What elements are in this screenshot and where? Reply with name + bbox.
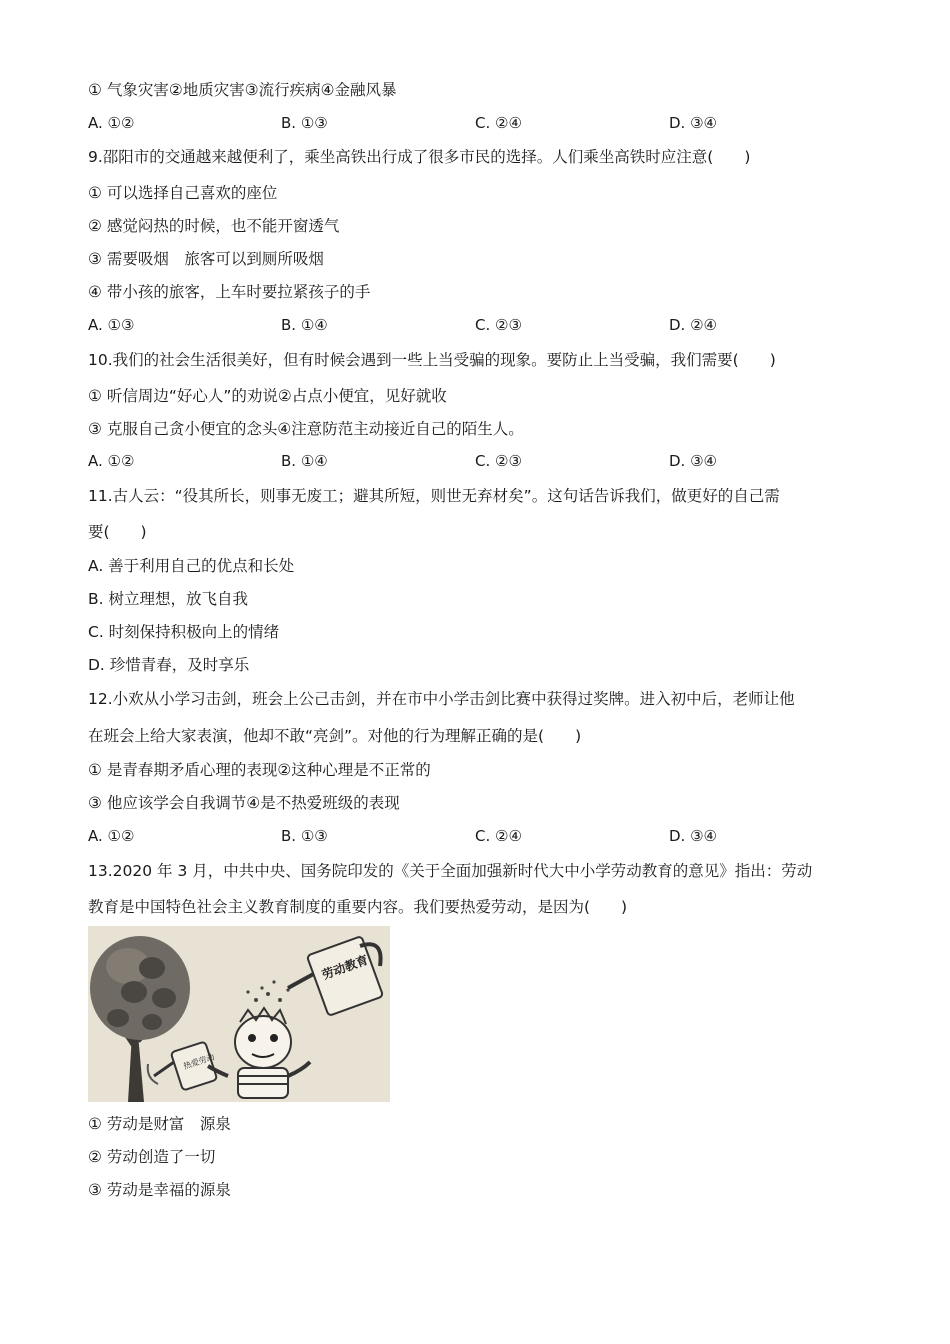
option-a: A. ①②: [88, 452, 135, 470]
q9-item-4: ④ 带小孩的旅客，上车时要拉紧孩子的手: [88, 283, 371, 301]
q9-item-3: ③ 需要吸烟 旅客可以到厕所吸烟: [88, 250, 324, 268]
question-12-stem-line2: 在班会上给大家表演，他却不敢“亮剑”。对他的行为理解正确的是( ): [88, 727, 582, 745]
option-b: B. ①③: [281, 827, 328, 845]
option-d: D. ③④: [669, 452, 717, 470]
question-13-stem-line2: 教育是中国特色社会主义教育制度的重要内容。我们要热爱劳动，是因为( ): [88, 898, 628, 916]
item-line: ① 气象灾害②地质灾害③流行疾病④金融风暴: [88, 81, 397, 99]
q9-item-1: ① 可以选择自己喜欢的座位: [88, 184, 278, 202]
q10-options: [88, 452, 868, 472]
option-b: B. ①④: [281, 452, 328, 470]
question-9-stem: 9.邵阳市的交通越来越便利了，乘坐高铁出行成了很多市民的选择。人们乘坐高铁时应注意( ): [88, 148, 751, 166]
option-c: C. ②④: [475, 114, 522, 132]
option-c: C. ②④: [475, 827, 522, 845]
q13-item-1: ① 劳动是财富 源泉: [88, 1115, 231, 1133]
big-can-label: 劳动教育: [320, 952, 371, 983]
q12-item-2: ③ 他应该学会自我调节④是不热爱班级的表现: [88, 794, 400, 812]
question-11-stem-line2: 要( ): [88, 523, 147, 541]
option-a: A. ①②: [88, 827, 135, 845]
q11-choice-c: C. 时刻保持积极向上的情绪: [88, 623, 280, 641]
option-d: D. ③④: [669, 827, 717, 845]
option-b: B. ①③: [281, 114, 328, 132]
option-a: A. ①②: [88, 114, 135, 132]
q11-choice-d: D. 珍惜青春，及时享乐: [88, 656, 250, 674]
labor-education-cartoon: [88, 926, 390, 1102]
q9-options: [88, 316, 868, 336]
answer-options: [88, 114, 868, 134]
question-11-stem-line1: 11.古人云：“役其所长，则事无废工；避其所短，则世无弃材矣”。这句话告诉我们，做更好的自己需: [88, 487, 780, 505]
q9-item-2: ② 感觉闷热的时候，也不能开窗透气: [88, 217, 340, 235]
q12-options: [88, 827, 868, 847]
question-12-stem-line1: 12.小欢从小学习击剑，班会上公己击剑，并在市中小学击剑比赛中获得过奖牌。进入初中后，老师让他: [88, 690, 795, 708]
q10-item-1: ① 听信周边“好心人”的劝说②占点小便宜，见好就收: [88, 387, 447, 405]
q11-choice-b: B. 树立理想，放飞自我: [88, 590, 248, 608]
question-13-stem-line1: 13.2020 年 3 月，中共中央、国务院印发的《关于全面加强新时代大中小学劳动教育的意见》指出：劳动: [88, 862, 813, 880]
question-10-stem: 10.我们的社会生活很美好，但有时候会遇到一些上当受骗的现象。要防止上当受骗，我们需要( ): [88, 351, 776, 369]
small-can-label: 热爱劳动: [182, 1052, 216, 1071]
q10-item-2: ③ 克服自己贪小便宜的念头④注意防范主动接近自己的陌生人。: [88, 420, 524, 438]
q13-item-3: ③ 劳动是幸福的源泉: [88, 1181, 231, 1199]
option-c: C. ②③: [475, 316, 522, 334]
q11-choice-a: A. 善于利用自己的优点和长处: [88, 557, 295, 575]
option-b: B. ①④: [281, 316, 328, 334]
option-a: A. ①③: [88, 316, 135, 334]
q12-item-1: ① 是青春期矛盾心理的表现②这种心理是不正常的: [88, 761, 431, 779]
option-c: C. ②③: [475, 452, 522, 470]
option-d: D. ②④: [669, 316, 717, 334]
q13-item-2: ② 劳动创造了一切: [88, 1148, 216, 1166]
option-d: D. ③④: [669, 114, 717, 132]
